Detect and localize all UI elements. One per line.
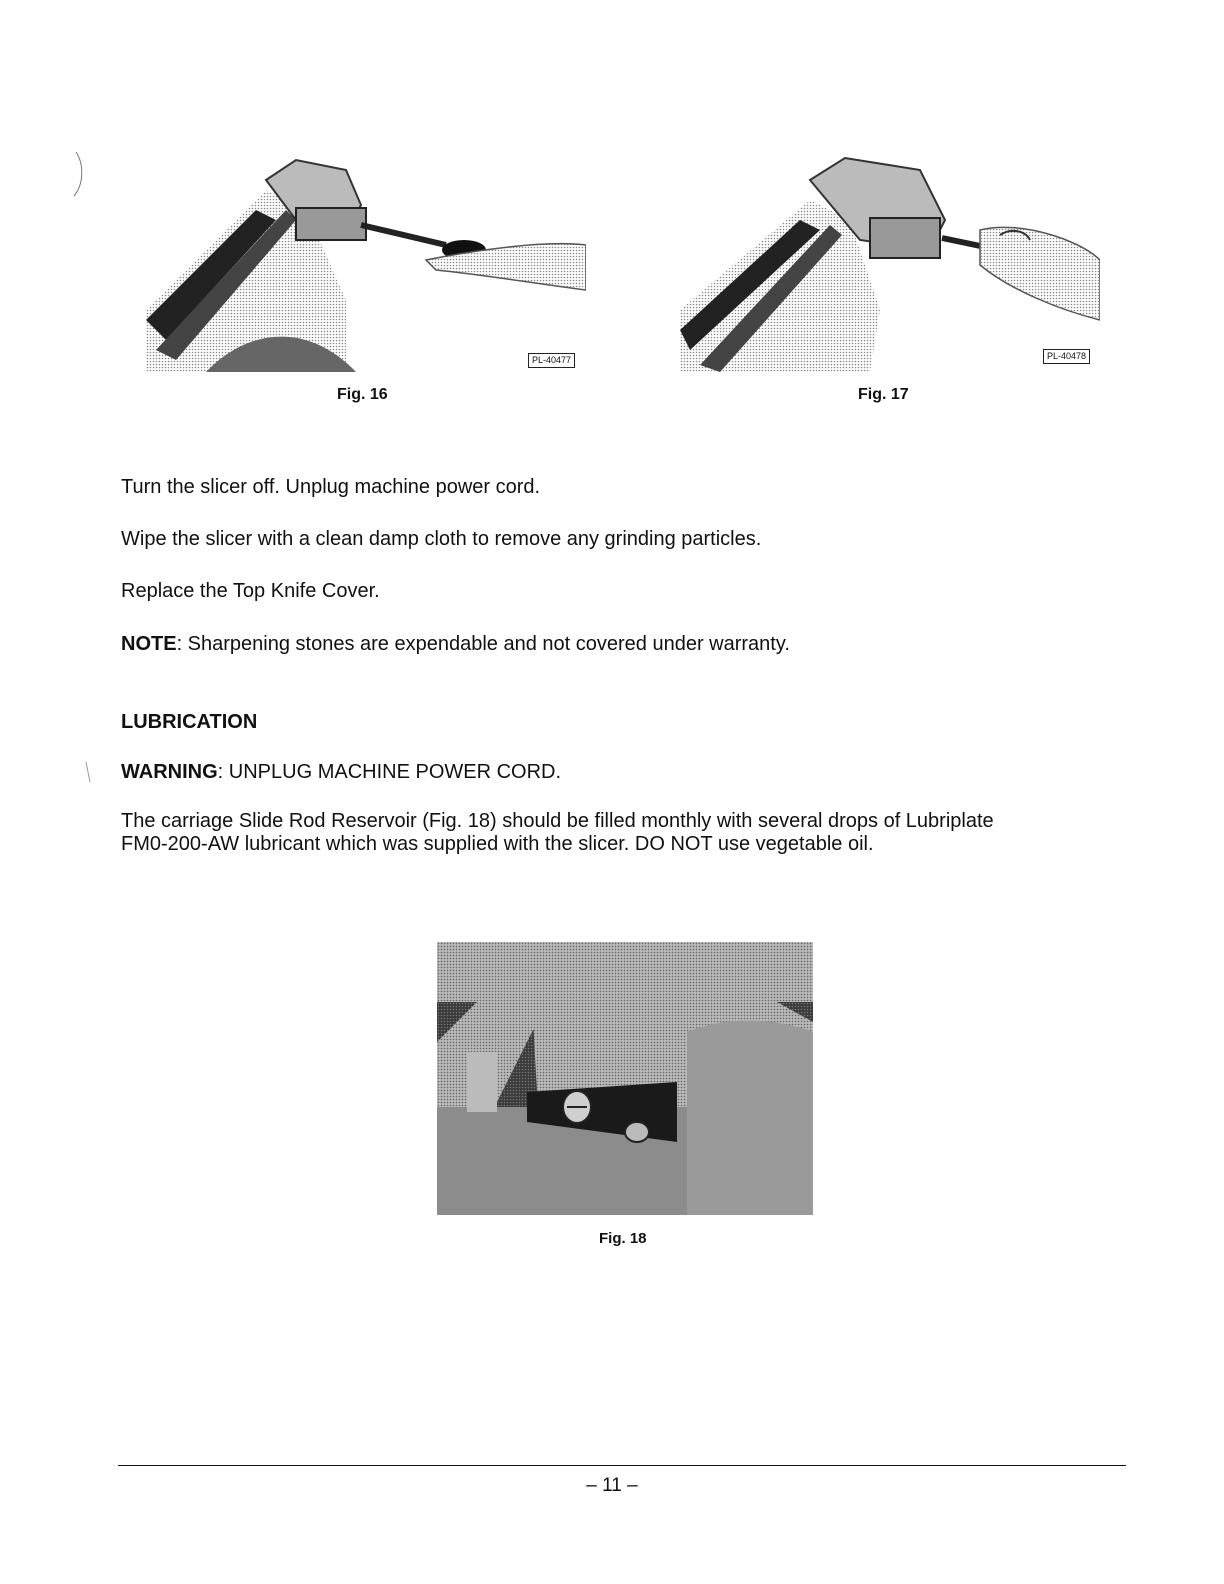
instruction-replace-cover: Replace the Top Knife Cover. — [121, 580, 380, 602]
margin-mark — [84, 760, 94, 786]
figure-18-photo — [437, 942, 813, 1215]
instruction-turn-off: Turn the slicer off. Unplug machine power cord. — [121, 476, 541, 498]
figure-16-caption: Fig. 16 — [337, 386, 388, 403]
figure-17-tag: PL-40478 — [1043, 349, 1090, 364]
note-paragraph — [121, 633, 790, 656]
note-label: NOTE — [121, 633, 177, 655]
figure-17-caption: Fig. 17 — [858, 386, 909, 403]
lubrication-paragraph — [121, 810, 994, 856]
figure-18-caption: Fig. 18 — [599, 1230, 647, 1247]
figure-16-photo — [146, 150, 586, 372]
section-heading-lubrication: LUBRICATION — [121, 711, 258, 733]
warning-paragraph — [121, 761, 561, 784]
warning-label: WARNING — [121, 761, 218, 783]
margin-mark — [70, 150, 90, 200]
footer-rule — [118, 1465, 1126, 1466]
lubrication-line-1: The carriage Slide Rod Reservoir (Fig. 18) should be filled monthly with several drops of Lubriplate — [121, 810, 994, 832]
figure-16-tag: PL-40477 — [528, 353, 575, 368]
instruction-wipe: Wipe the slicer with a clean damp cloth to remove any grinding particles. — [121, 528, 762, 550]
figure-17-photo — [680, 150, 1100, 372]
note-text: : Sharpening stones are expendable and not covered under warranty. — [176, 633, 790, 655]
warning-text: : UNPLUG MACHINE POWER CORD. — [217, 761, 562, 783]
page-number: – 11 – — [586, 1475, 638, 1496]
lubrication-line-2: FM0-200-AW lubricant which was supplied with the slicer. DO NOT use vegetable oil. — [121, 833, 874, 855]
